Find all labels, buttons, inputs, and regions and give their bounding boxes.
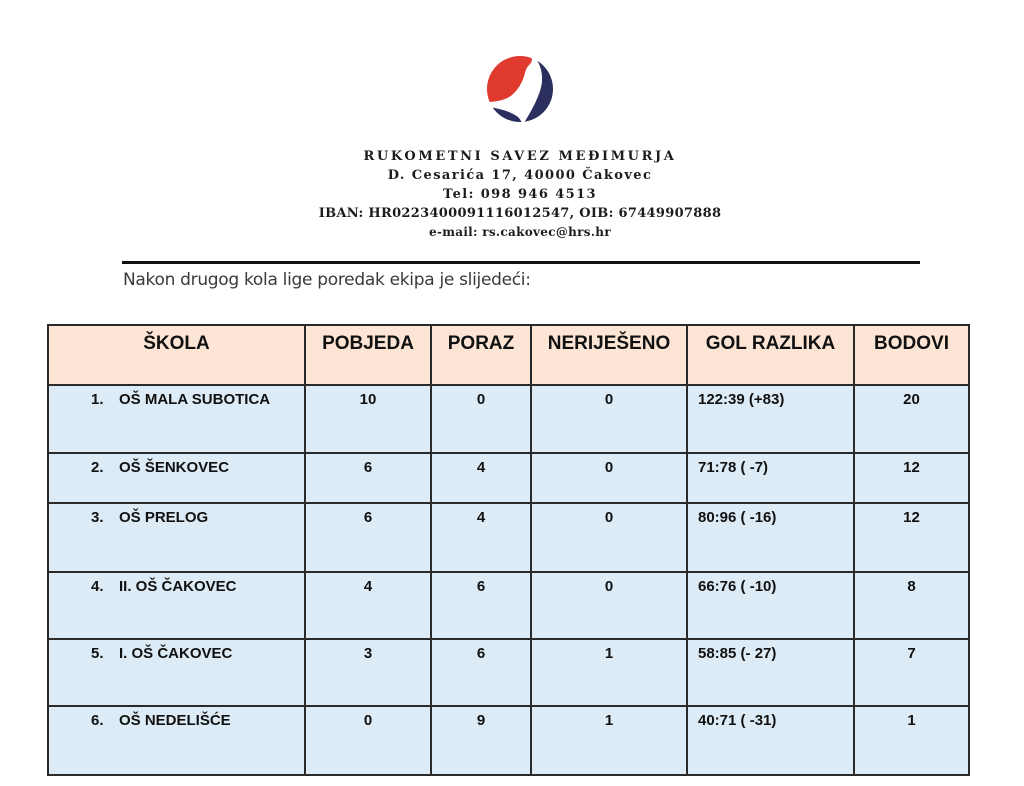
cell-goal-difference: 71:78 ( -7) <box>687 453 854 503</box>
cell-losses: 6 <box>431 572 531 639</box>
cell-goal-difference: 66:76 ( -10) <box>687 572 854 639</box>
school-name: I. OŠ ČAKOVEC <box>119 645 233 662</box>
table-row <box>48 385 969 453</box>
rank: 5. <box>91 645 104 662</box>
header-goal-difference: GOL RAZLIKA <box>687 325 854 385</box>
cell-losses: 4 <box>431 453 531 503</box>
header-wins: POBJEDA <box>305 325 431 385</box>
letterhead <box>0 147 1024 242</box>
cell-losses: 9 <box>431 706 531 775</box>
header-divider <box>122 261 920 264</box>
cell-points: 12 <box>854 453 969 503</box>
cell-wins: 4 <box>305 572 431 639</box>
rank: 2. <box>91 459 104 476</box>
cell-school <box>48 385 305 453</box>
school-name: OŠ ŠENKOVEC <box>119 459 230 476</box>
table-header-row <box>48 325 969 385</box>
cell-points: 12 <box>854 503 969 572</box>
cell-points: 8 <box>854 572 969 639</box>
cell-draws: 0 <box>531 453 687 503</box>
table-row <box>48 572 969 639</box>
organization-email: e-mail: rs.cakovec@hrs.hr <box>429 225 611 239</box>
cell-draws: 0 <box>531 503 687 572</box>
table-row <box>48 503 969 572</box>
cell-goal-difference: 58:85 (- 27) <box>687 639 854 706</box>
organization-name: RUKOMETNI SAVEZ MEĐIMURJA <box>363 149 677 164</box>
organization-phone: Tel: 098 946 4513 <box>442 187 598 202</box>
cell-school <box>48 503 305 572</box>
cell-points: 1 <box>854 706 969 775</box>
cell-points: 20 <box>854 385 969 453</box>
standings-table <box>47 324 970 776</box>
cell-wins: 6 <box>305 503 431 572</box>
handball-federation-logo-icon <box>486 55 554 123</box>
cell-losses: 6 <box>431 639 531 706</box>
header-points: BODOVI <box>854 325 969 385</box>
rank: 4. <box>91 578 104 595</box>
logo-graphic <box>486 55 554 123</box>
school-name: II. OŠ ČAKOVEC <box>119 578 237 595</box>
organization-iban-oib: IBAN: HR0223400091116012547, OIB: 67449907888 <box>318 206 722 221</box>
table-row <box>48 706 969 775</box>
school-name: OŠ PRELOG <box>119 509 209 526</box>
cell-draws: 0 <box>531 572 687 639</box>
table-row <box>48 453 969 503</box>
rank: 6. <box>91 712 104 729</box>
header-losses: PORAZ <box>431 325 531 385</box>
cell-goal-difference: 40:71 ( -31) <box>687 706 854 775</box>
cell-goal-difference: 122:39 (+83) <box>687 385 854 453</box>
cell-draws: 0 <box>531 385 687 453</box>
header-draws: NERIJEŠENO <box>531 325 687 385</box>
cell-wins: 6 <box>305 453 431 503</box>
cell-goal-difference: 80:96 ( -16) <box>687 503 854 572</box>
organization-address: D. Cesarića 17, 40000 Čakovec <box>387 168 653 183</box>
rank: 3. <box>91 509 104 526</box>
school-name: OŠ NEDELIŠĆE <box>119 712 231 729</box>
cell-wins: 0 <box>305 706 431 775</box>
cell-losses: 4 <box>431 503 531 572</box>
school-name: OŠ MALA SUBOTICA <box>119 391 271 408</box>
cell-draws: 1 <box>531 706 687 775</box>
cell-points: 7 <box>854 639 969 706</box>
cell-school <box>48 572 305 639</box>
cell-wins: 3 <box>305 639 431 706</box>
cell-school <box>48 706 305 775</box>
cell-losses: 0 <box>431 385 531 453</box>
cell-school <box>48 453 305 503</box>
rank: 1. <box>91 391 104 408</box>
cell-draws: 1 <box>531 639 687 706</box>
header-school: ŠKOLA <box>48 325 305 385</box>
cell-school <box>48 639 305 706</box>
cell-wins: 10 <box>305 385 431 453</box>
table-row <box>48 639 969 706</box>
intro-text: Nakon drugog kola lige poredak ekipa je slijedeći: <box>123 270 531 290</box>
